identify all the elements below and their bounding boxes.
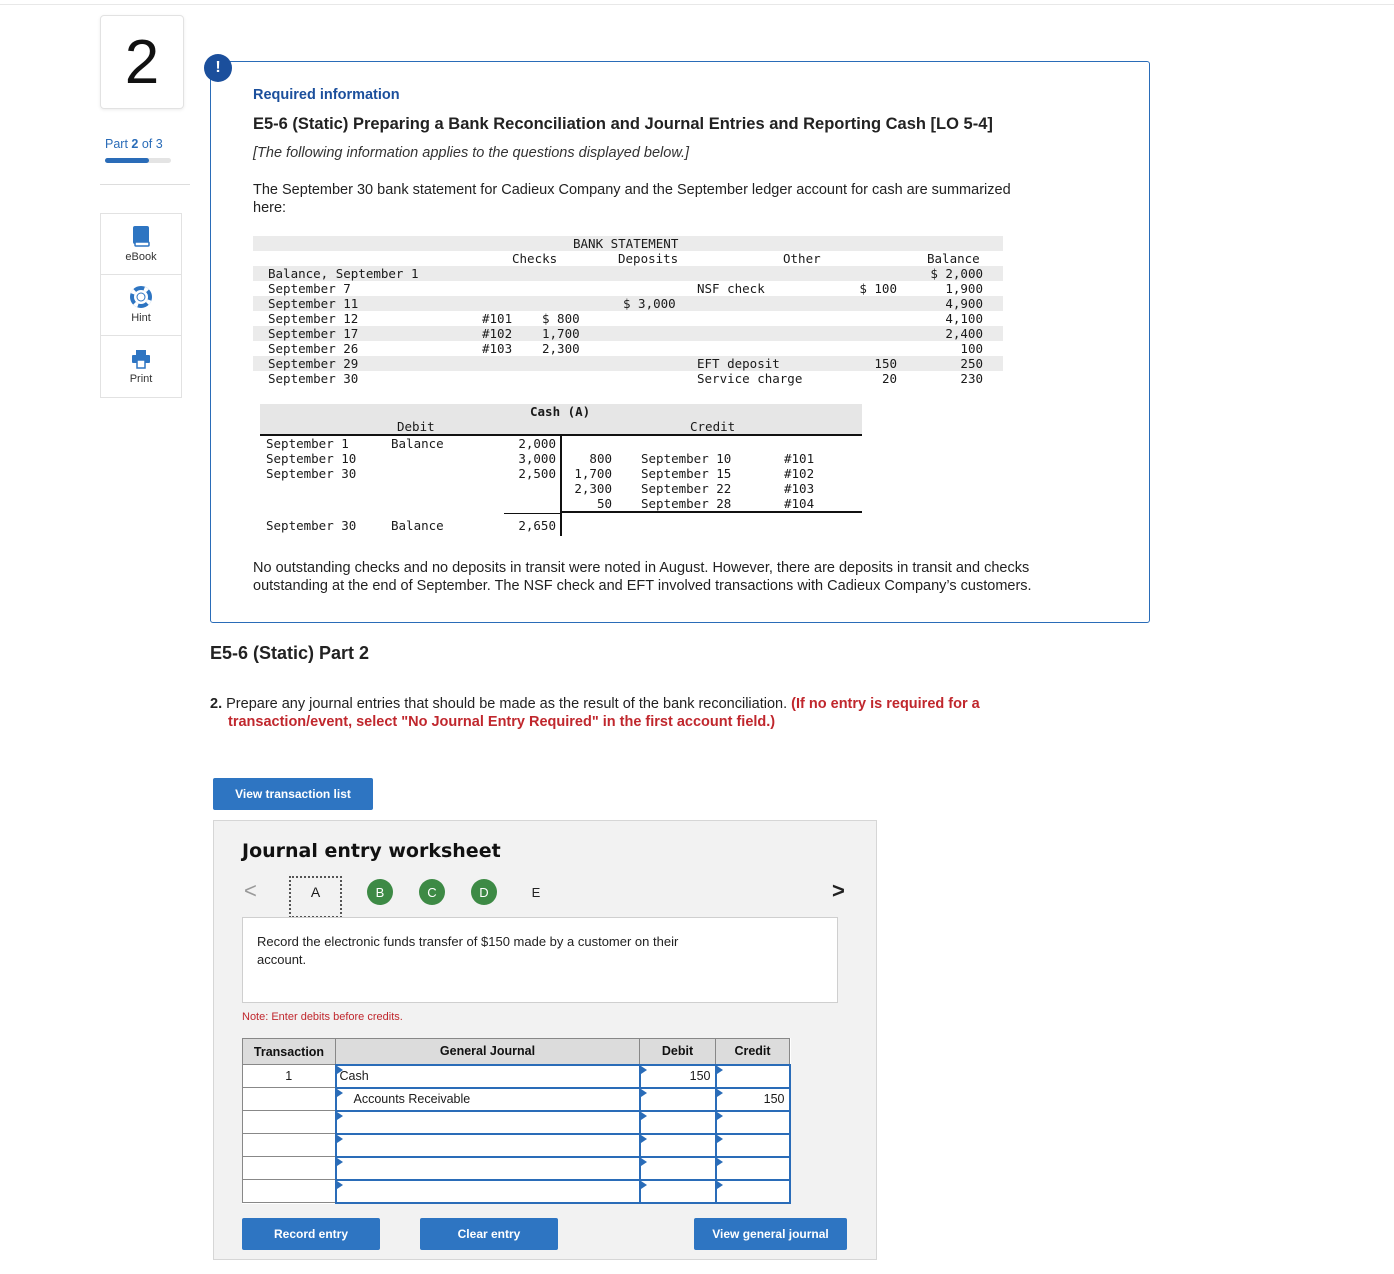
- lifebuoy-icon: [130, 286, 152, 308]
- bank-date: Balance, September 1: [268, 266, 419, 281]
- bank-other-amt: $ 100: [859, 281, 897, 296]
- print-button[interactable]: [101, 336, 181, 397]
- bank-date: September 11: [268, 296, 359, 311]
- instruction: 2. Prepare any journal entries that should be made as the result of the bank reconciliation. (If no entry is required for a transaction/event, select "No Journal Entry Required" in the first account field.): [210, 696, 980, 730]
- bank-check-amt: 1,700: [542, 326, 580, 341]
- worksheet-title: Journal entry worksheet: [242, 840, 501, 862]
- part-progress-bar: [105, 158, 171, 163]
- cash-credit-ref: #103: [784, 481, 815, 496]
- bank-other-desc: NSF check: [697, 281, 765, 296]
- alert-icon: !: [204, 54, 232, 82]
- col-transaction: Transaction: [243, 1039, 336, 1065]
- left-divider: [100, 184, 190, 185]
- cash-credit-date: September 28: [641, 496, 732, 511]
- step-e-tab[interactable]: E: [531, 884, 541, 900]
- journal-row: [243, 1134, 790, 1157]
- bank-date: September 29: [268, 356, 359, 371]
- bank-balance: 230: [960, 371, 983, 386]
- part-current: 2: [131, 137, 139, 151]
- bank-balance: 1,900: [945, 281, 983, 296]
- journal-row: [243, 1180, 790, 1203]
- cash-ending-desc: Balance: [391, 518, 444, 533]
- cash-ending-date: September 30: [266, 518, 357, 533]
- bank-other-desc: Service charge: [697, 371, 803, 386]
- cash-credit-ref: #102: [784, 466, 815, 481]
- step-d-tab[interactable]: D: [471, 879, 497, 905]
- bank-deposit: $ 3,000: [623, 296, 676, 311]
- cash-t-account: [260, 404, 862, 539]
- credit-field[interactable]: 150: [716, 1088, 790, 1111]
- book-icon: [131, 225, 151, 247]
- cash-ending-rule: [504, 513, 562, 514]
- cash-debit-desc: Balance: [391, 436, 444, 451]
- bank-head-balance: Balance: [927, 251, 980, 266]
- account-field[interactable]: Accounts Receivable: [336, 1088, 640, 1111]
- cash-debit-label: Debit: [397, 419, 435, 434]
- journal-row: [243, 1111, 790, 1134]
- bank-balance: 250: [960, 356, 983, 371]
- part-title: E5-6 (Static) Part 2: [210, 643, 370, 663]
- cash-credit-rule: [562, 511, 862, 513]
- cash-credit-date: September 10: [641, 451, 732, 466]
- cash-credit-amt: 1,700: [574, 466, 612, 481]
- bank-head-deposits: Deposits: [618, 251, 679, 266]
- bank-other-amt: 20: [881, 371, 897, 386]
- bank-statement: [253, 236, 1003, 386]
- bank-balance: 4,900: [945, 296, 983, 311]
- debit-field[interactable]: [640, 1111, 716, 1134]
- bank-date: September 30: [268, 371, 359, 386]
- transaction-cell: [243, 1134, 336, 1157]
- ebook-button[interactable]: [101, 214, 181, 275]
- journal-row: [243, 1065, 790, 1088]
- account-field[interactable]: [336, 1157, 640, 1180]
- record-entry-button[interactable]: Record entry: [242, 1218, 380, 1250]
- bank-balance: 100: [960, 341, 983, 356]
- tool-panel: [100, 213, 182, 398]
- credit-field[interactable]: [716, 1134, 790, 1157]
- debit-field[interactable]: [640, 1134, 716, 1157]
- prev-arrow-icon[interactable]: <: [244, 878, 257, 903]
- hint-label: Hint: [131, 312, 151, 324]
- part-progress-fill: [105, 158, 149, 163]
- cash-credit-ref: #101: [784, 451, 815, 466]
- account-field[interactable]: [336, 1134, 640, 1157]
- transaction-cell: [243, 1157, 336, 1180]
- bank-check-amt: $ 800: [542, 311, 580, 326]
- part-indicator: Part 2 of 3: [105, 137, 163, 151]
- clear-entry-button[interactable]: Clear entry: [420, 1218, 558, 1250]
- view-general-journal-button[interactable]: View general journal: [694, 1218, 847, 1250]
- account-field[interactable]: [336, 1111, 640, 1134]
- cash-debit-amt: 2,000: [518, 436, 556, 451]
- cash-debit-amt: 2,500: [518, 466, 556, 481]
- step-a-tab[interactable]: A: [289, 876, 342, 918]
- cash-debit-date: September 30: [266, 466, 357, 481]
- bank-head-checks: Checks: [512, 251, 558, 266]
- cash-debit-date: September 1: [266, 436, 349, 451]
- debit-field[interactable]: [640, 1180, 716, 1203]
- transaction-cell: [243, 1088, 336, 1111]
- cash-center-rule: [560, 434, 562, 536]
- transaction-cell: [243, 1180, 336, 1203]
- step-b-tab[interactable]: B: [367, 879, 393, 905]
- cash-credit-amt: 2,300: [574, 481, 612, 496]
- account-field[interactable]: Cash: [336, 1065, 640, 1088]
- intro-text: The September 30 bank statement for Cadieux Company and the September ledger account for cash are summarized here:: [253, 182, 1011, 216]
- bank-head-other: Other: [783, 251, 821, 266]
- bank-date: September 12: [268, 311, 359, 326]
- cash-debit-date: September 10: [266, 451, 357, 466]
- bank-balance: 2,400: [945, 326, 983, 341]
- bank-date: September 26: [268, 341, 359, 356]
- bank-other-amt: 150: [874, 356, 897, 371]
- debit-field[interactable]: [640, 1157, 716, 1180]
- view-transaction-list-button[interactable]: View transaction list: [213, 778, 373, 810]
- printer-icon: [130, 349, 152, 369]
- col-credit: Credit: [716, 1039, 790, 1065]
- cash-credit-amt: 800: [589, 451, 612, 466]
- journal-row: [243, 1088, 790, 1111]
- applies-note: [The following information applies to the questions displayed below.]: [253, 145, 690, 161]
- bank-check-no: #101: [482, 311, 513, 326]
- top-divider: [0, 4, 1394, 5]
- credit-field[interactable]: [716, 1111, 790, 1134]
- debit-note: Note: Enter debits before credits.: [242, 1011, 403, 1023]
- bank-other-desc: EFT deposit: [697, 356, 780, 371]
- debit-field[interactable]: 150: [640, 1065, 716, 1088]
- credit-field[interactable]: [716, 1157, 790, 1180]
- print-label: Print: [129, 372, 153, 385]
- journal-row: [243, 1157, 790, 1180]
- step-c-tab[interactable]: C: [419, 879, 445, 905]
- cash-credit-ref: #104: [784, 496, 815, 511]
- bank-band: [253, 326, 1003, 341]
- bank-check-amt: 2,300: [542, 341, 580, 356]
- cash-ending-amt: 2,650: [518, 518, 556, 533]
- transaction-description: Record the electronic funds transfer of $150 made by a customer on their account.: [242, 917, 838, 1003]
- cash-credit-amt: 50: [596, 496, 612, 511]
- cash-credit-label: Credit: [690, 419, 736, 434]
- ebook-label: eBook: [125, 251, 157, 263]
- cash-debit-amt: 3,000: [518, 451, 556, 466]
- transaction-cell: [243, 1111, 336, 1134]
- bank-balance: $ 2,000: [930, 266, 983, 281]
- cash-title: Cash (A): [530, 404, 591, 419]
- closing-text: No outstanding checks and no deposits in transit were noted in August. However, there are deposits in transit and checks outstanding at the end of September. The NSF check and EFT involved transactions with Cadieux Company’s customers.: [253, 560, 1032, 594]
- exercise-title: E5-6 (Static) Preparing a Bank Reconciliation and Journal Entries and Reporting Cash [LO 5-4]: [253, 115, 993, 133]
- bank-check-no: #103: [482, 341, 513, 356]
- col-debit: Debit: [640, 1039, 716, 1065]
- cash-credit-date: September 22: [641, 481, 732, 496]
- credit-field[interactable]: [716, 1065, 790, 1088]
- hint-button[interactable]: [101, 275, 181, 336]
- question-number: 2: [100, 15, 184, 109]
- cash-credit-date: September 15: [641, 466, 732, 481]
- bank-date: September 7: [268, 281, 351, 296]
- col-general-journal: General Journal: [336, 1039, 640, 1065]
- credit-field[interactable]: [716, 1180, 790, 1203]
- next-arrow-icon[interactable]: >: [832, 878, 845, 903]
- transaction-cell: 1: [243, 1065, 336, 1088]
- journal-table: [242, 1038, 791, 1204]
- required-heading: Required information: [253, 87, 400, 103]
- bank-balance: 4,100: [945, 311, 983, 326]
- bank-date: September 17: [268, 326, 359, 341]
- account-field[interactable]: [336, 1180, 640, 1203]
- debit-field[interactable]: [640, 1088, 716, 1111]
- bank-check-no: #102: [482, 326, 513, 341]
- bank-title: BANK STATEMENT: [573, 236, 679, 251]
